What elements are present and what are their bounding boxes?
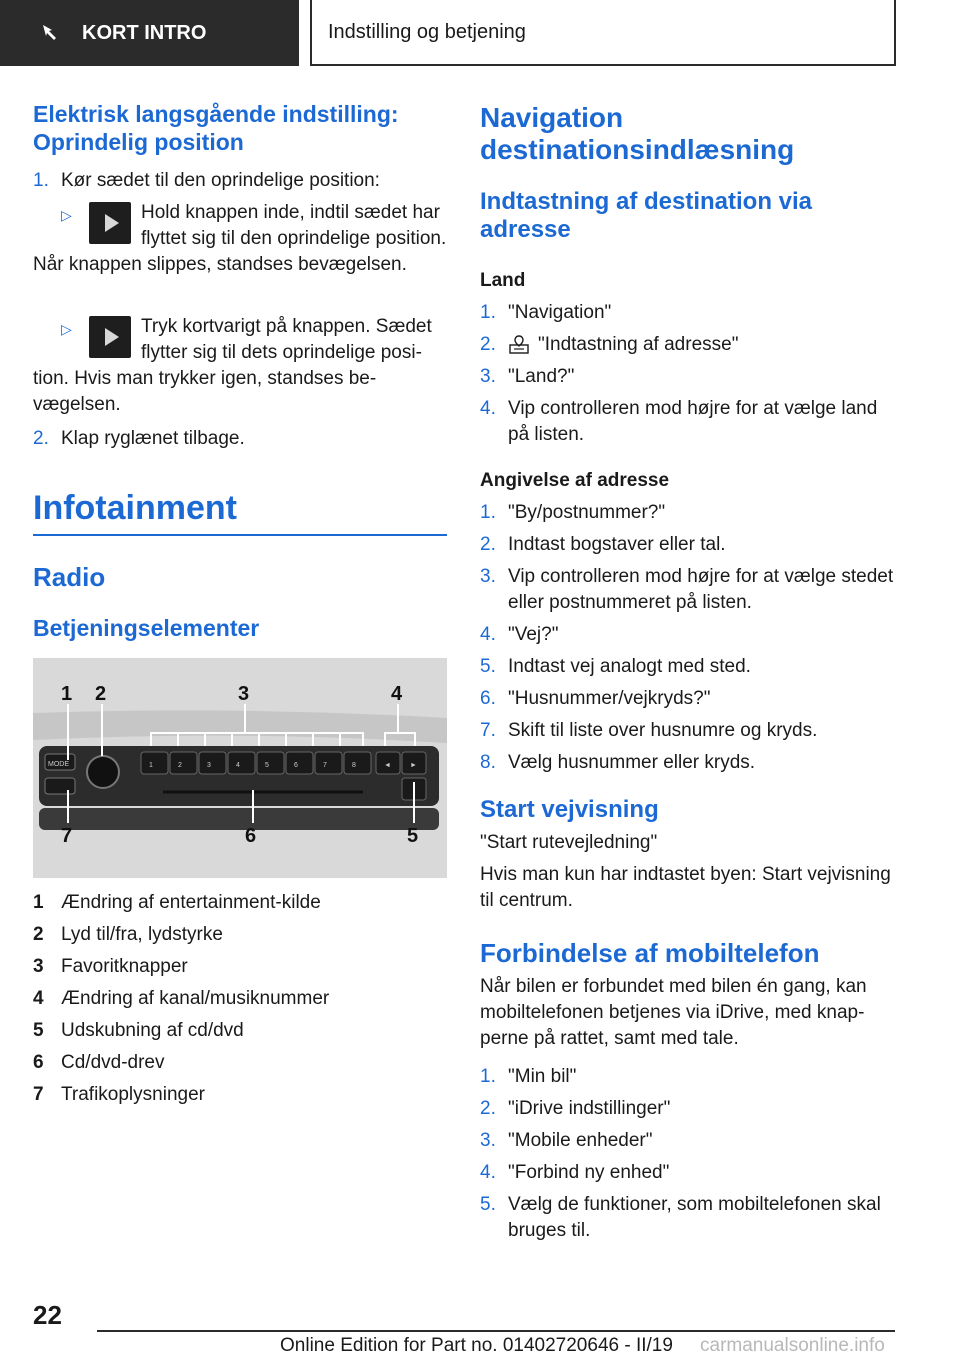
step-number: 8. [480, 752, 496, 773]
list-item [480, 564, 900, 616]
sub-item-tap [33, 314, 447, 418]
step-number: 3. [480, 566, 496, 587]
step-text: Indtast bogstaver eller tal. [508, 534, 726, 555]
step-number: 1. [480, 302, 496, 323]
preset-key-label: 5 [265, 762, 269, 769]
callout-label: 3 [238, 683, 250, 705]
prev-key-label: ◄ [384, 762, 391, 769]
navigation-heading [480, 102, 900, 166]
address-entry-heading [480, 188, 900, 244]
radio-controls-figure [33, 658, 447, 878]
callout-label: 5 [407, 825, 419, 847]
step-text: Skift til liste over husnumre og kryds. [508, 720, 818, 741]
list-item [480, 396, 900, 448]
sub-item-hold [33, 200, 447, 304]
sub-item-text: Tryk kortvarigt på knappen. Sædet flytter sig til dets oprindelige position. Hvis man trykker igen, standses bevægelsen. [33, 316, 432, 415]
step-number: 4. [480, 624, 496, 645]
chapter-title [310, 0, 896, 66]
start-guidance-text1: "Start rutevejledning" [480, 832, 658, 853]
step-text: "Vej?" [508, 624, 559, 645]
list-item [480, 1064, 900, 1090]
quick-intro-icon [40, 22, 62, 44]
navigation-heading-line2: destinationsindlæsning [480, 134, 795, 165]
preset-key-label: 4 [236, 762, 240, 769]
edition-note: Online Edition for Part no. 01402720646 - II/19 [280, 1335, 673, 1356]
list-item [480, 332, 900, 358]
mobile-heading: Forbindelse af mobiltelefon [480, 938, 820, 968]
step-number: 1. [480, 502, 496, 523]
list-item [480, 532, 900, 558]
step-number: 1. [33, 170, 49, 191]
triangle-bullet-icon: ▷ [61, 207, 72, 223]
legend-item [33, 1018, 447, 1044]
step-text: "Min bil" [508, 1066, 577, 1087]
list-item [480, 1160, 900, 1186]
step-number: 6. [480, 688, 496, 709]
step-number: 2. [480, 1098, 496, 1119]
legend-number: 6 [33, 1052, 44, 1073]
step-text: Klap ryglænet tilbage. [61, 428, 245, 449]
page-header [0, 0, 960, 66]
callout-label: 7 [61, 825, 73, 847]
heading-rule [33, 534, 447, 536]
list-item [480, 654, 900, 680]
step-number: 7. [480, 720, 496, 741]
callout-label: 2 [95, 683, 107, 705]
mobile-steps [480, 1064, 900, 1244]
step-text: Kør sædet til den oprindelige position: [61, 170, 380, 191]
step-text: "iDrive indstillinger" [508, 1098, 671, 1119]
step-text: Vælg de funktioner, som mobiltelefonen skal bruges til. [508, 1194, 881, 1241]
preset-key-label: 1 [149, 762, 153, 769]
seat-heading-line1: Elektrisk langsgående indstilling: [33, 101, 399, 127]
left-column [33, 100, 447, 1114]
seat-heading-line2: Oprindelig position [33, 129, 244, 155]
legend-number: 5 [33, 1020, 44, 1041]
address-entry-heading-line2: adresse [480, 216, 571, 243]
footer-rule [97, 1330, 895, 1332]
step-text: "Indtastning af adresse" [538, 334, 739, 355]
sub-item-text: Hold knappen inde, indtil sædet har flyttet sig til den oprindelige position. Når knappen slippes, standses bevægelsen. [33, 202, 447, 275]
legend-number: 4 [33, 988, 44, 1009]
list-item [480, 718, 900, 744]
step-text: "Navigation" [508, 302, 612, 323]
step-number: 5. [480, 656, 496, 677]
list-item [480, 1128, 900, 1154]
controls-heading: Betjeningselementer [33, 615, 260, 641]
step-text: Vip controlleren mod højre for at vælge stedet eller postnummeret på listen. [508, 566, 894, 613]
seat-memory-button-icon [89, 316, 131, 358]
triangle-bullet-icon: ▷ [61, 321, 72, 337]
infotainment-heading: Infotainment [33, 489, 237, 527]
address-steps [480, 500, 900, 776]
step-text: Indtast vej analogt med sted. [508, 656, 751, 677]
next-key-label: ► [410, 762, 417, 769]
section-tab-label: KORT INTRO [82, 21, 207, 44]
step-number: 4. [480, 1162, 496, 1183]
step-number: 1. [480, 1066, 496, 1087]
preset-key-label: 3 [207, 762, 211, 769]
step-text: "Husnummer/vejkryds?" [508, 688, 711, 709]
list-item [480, 1192, 900, 1244]
seat-heading [33, 100, 447, 156]
page-number: 22 [33, 1300, 62, 1330]
legend-item [33, 986, 447, 1012]
legend-item [33, 1050, 447, 1076]
step-text: Vip controlleren mod højre for at vælge land på listen. [508, 398, 878, 445]
section-tab [0, 0, 299, 66]
list-item [480, 300, 900, 326]
list-item [480, 622, 900, 648]
watermark: carmanualsonline.info [700, 1335, 885, 1356]
step-number: 5. [480, 1194, 496, 1215]
right-column [480, 102, 900, 1250]
step-number: 2. [480, 534, 496, 555]
step-number: 3. [480, 366, 496, 387]
callout-label: 4 [391, 683, 403, 705]
callout-label: 6 [245, 825, 257, 847]
callout-label: 1 [61, 683, 73, 705]
seat-memory-button-icon [89, 202, 131, 244]
list-item [480, 686, 900, 712]
list-item [33, 168, 447, 194]
preset-key-label: 2 [178, 762, 182, 769]
start-guidance-text2: Hvis man kun har indtastet byen: Start vejvisning til centrum. [480, 864, 891, 911]
legend-item [33, 890, 447, 916]
list-item [480, 750, 900, 776]
address-entry-icon [508, 335, 530, 355]
start-guidance-heading: Start vejvisning [480, 796, 659, 823]
land-heading: Land [480, 270, 526, 291]
seat-steps-2 [33, 426, 447, 452]
step-text: "Forbind ny enhed" [508, 1162, 670, 1183]
legend-number: 7 [33, 1084, 44, 1105]
radio-heading: Radio [33, 562, 106, 592]
preset-key-label: 8 [352, 762, 356, 769]
step-number: 2. [480, 334, 496, 355]
radio-panel-illustration [33, 658, 447, 878]
chapter-title-label: Indstilling og betjening [328, 20, 526, 43]
legend-item [33, 922, 447, 948]
step-number: 4. [480, 398, 496, 419]
list-item [480, 500, 900, 526]
address-entry-heading-line1: Indtastning af destination via [480, 188, 813, 215]
legend-text: Cd/dvd-drev [61, 1052, 165, 1073]
list-item [33, 426, 447, 452]
list-item [480, 1096, 900, 1122]
legend-number: 3 [33, 956, 44, 977]
legend-text: Ændring af entertainment-kilde [61, 892, 321, 913]
legend-item [33, 1082, 447, 1108]
legend-text: Lyd til/fra, lydstyrke [61, 924, 223, 945]
step-number: 2. [33, 428, 49, 449]
legend-number: 2 [33, 924, 44, 945]
mode-key-label: MODE [48, 761, 69, 768]
legend-text: Trafikoplysninger [61, 1084, 205, 1105]
legend-text: Ændring af kanal/musiknummer [61, 988, 330, 1009]
figure-legend [33, 890, 447, 1108]
navigation-heading-line1: Navigation [480, 102, 624, 133]
list-item [480, 364, 900, 390]
preset-key-label: 6 [294, 762, 298, 769]
step-text: "By/postnummer?" [508, 502, 666, 523]
preset-key-label: 7 [323, 762, 327, 769]
seat-steps [33, 168, 447, 194]
step-text: "Mobile enheder" [508, 1130, 653, 1151]
mobile-paragraph: Når bilen er forbundet med bilen én gang, kan mobiltelefonen betjenes via iDrive, med knapperne på rattet, samt med tale. [480, 976, 867, 1049]
legend-text: Udskubning af cd/dvd [61, 1020, 244, 1041]
legend-number: 1 [33, 892, 44, 913]
step-number: 3. [480, 1130, 496, 1151]
legend-text: Favoritknapper [61, 956, 188, 977]
step-text: "Land?" [508, 366, 575, 387]
step-text: Vælg husnummer eller kryds. [508, 752, 756, 773]
address-heading: Angivelse af adresse [480, 470, 670, 491]
land-steps [480, 300, 900, 448]
legend-item [33, 954, 447, 980]
